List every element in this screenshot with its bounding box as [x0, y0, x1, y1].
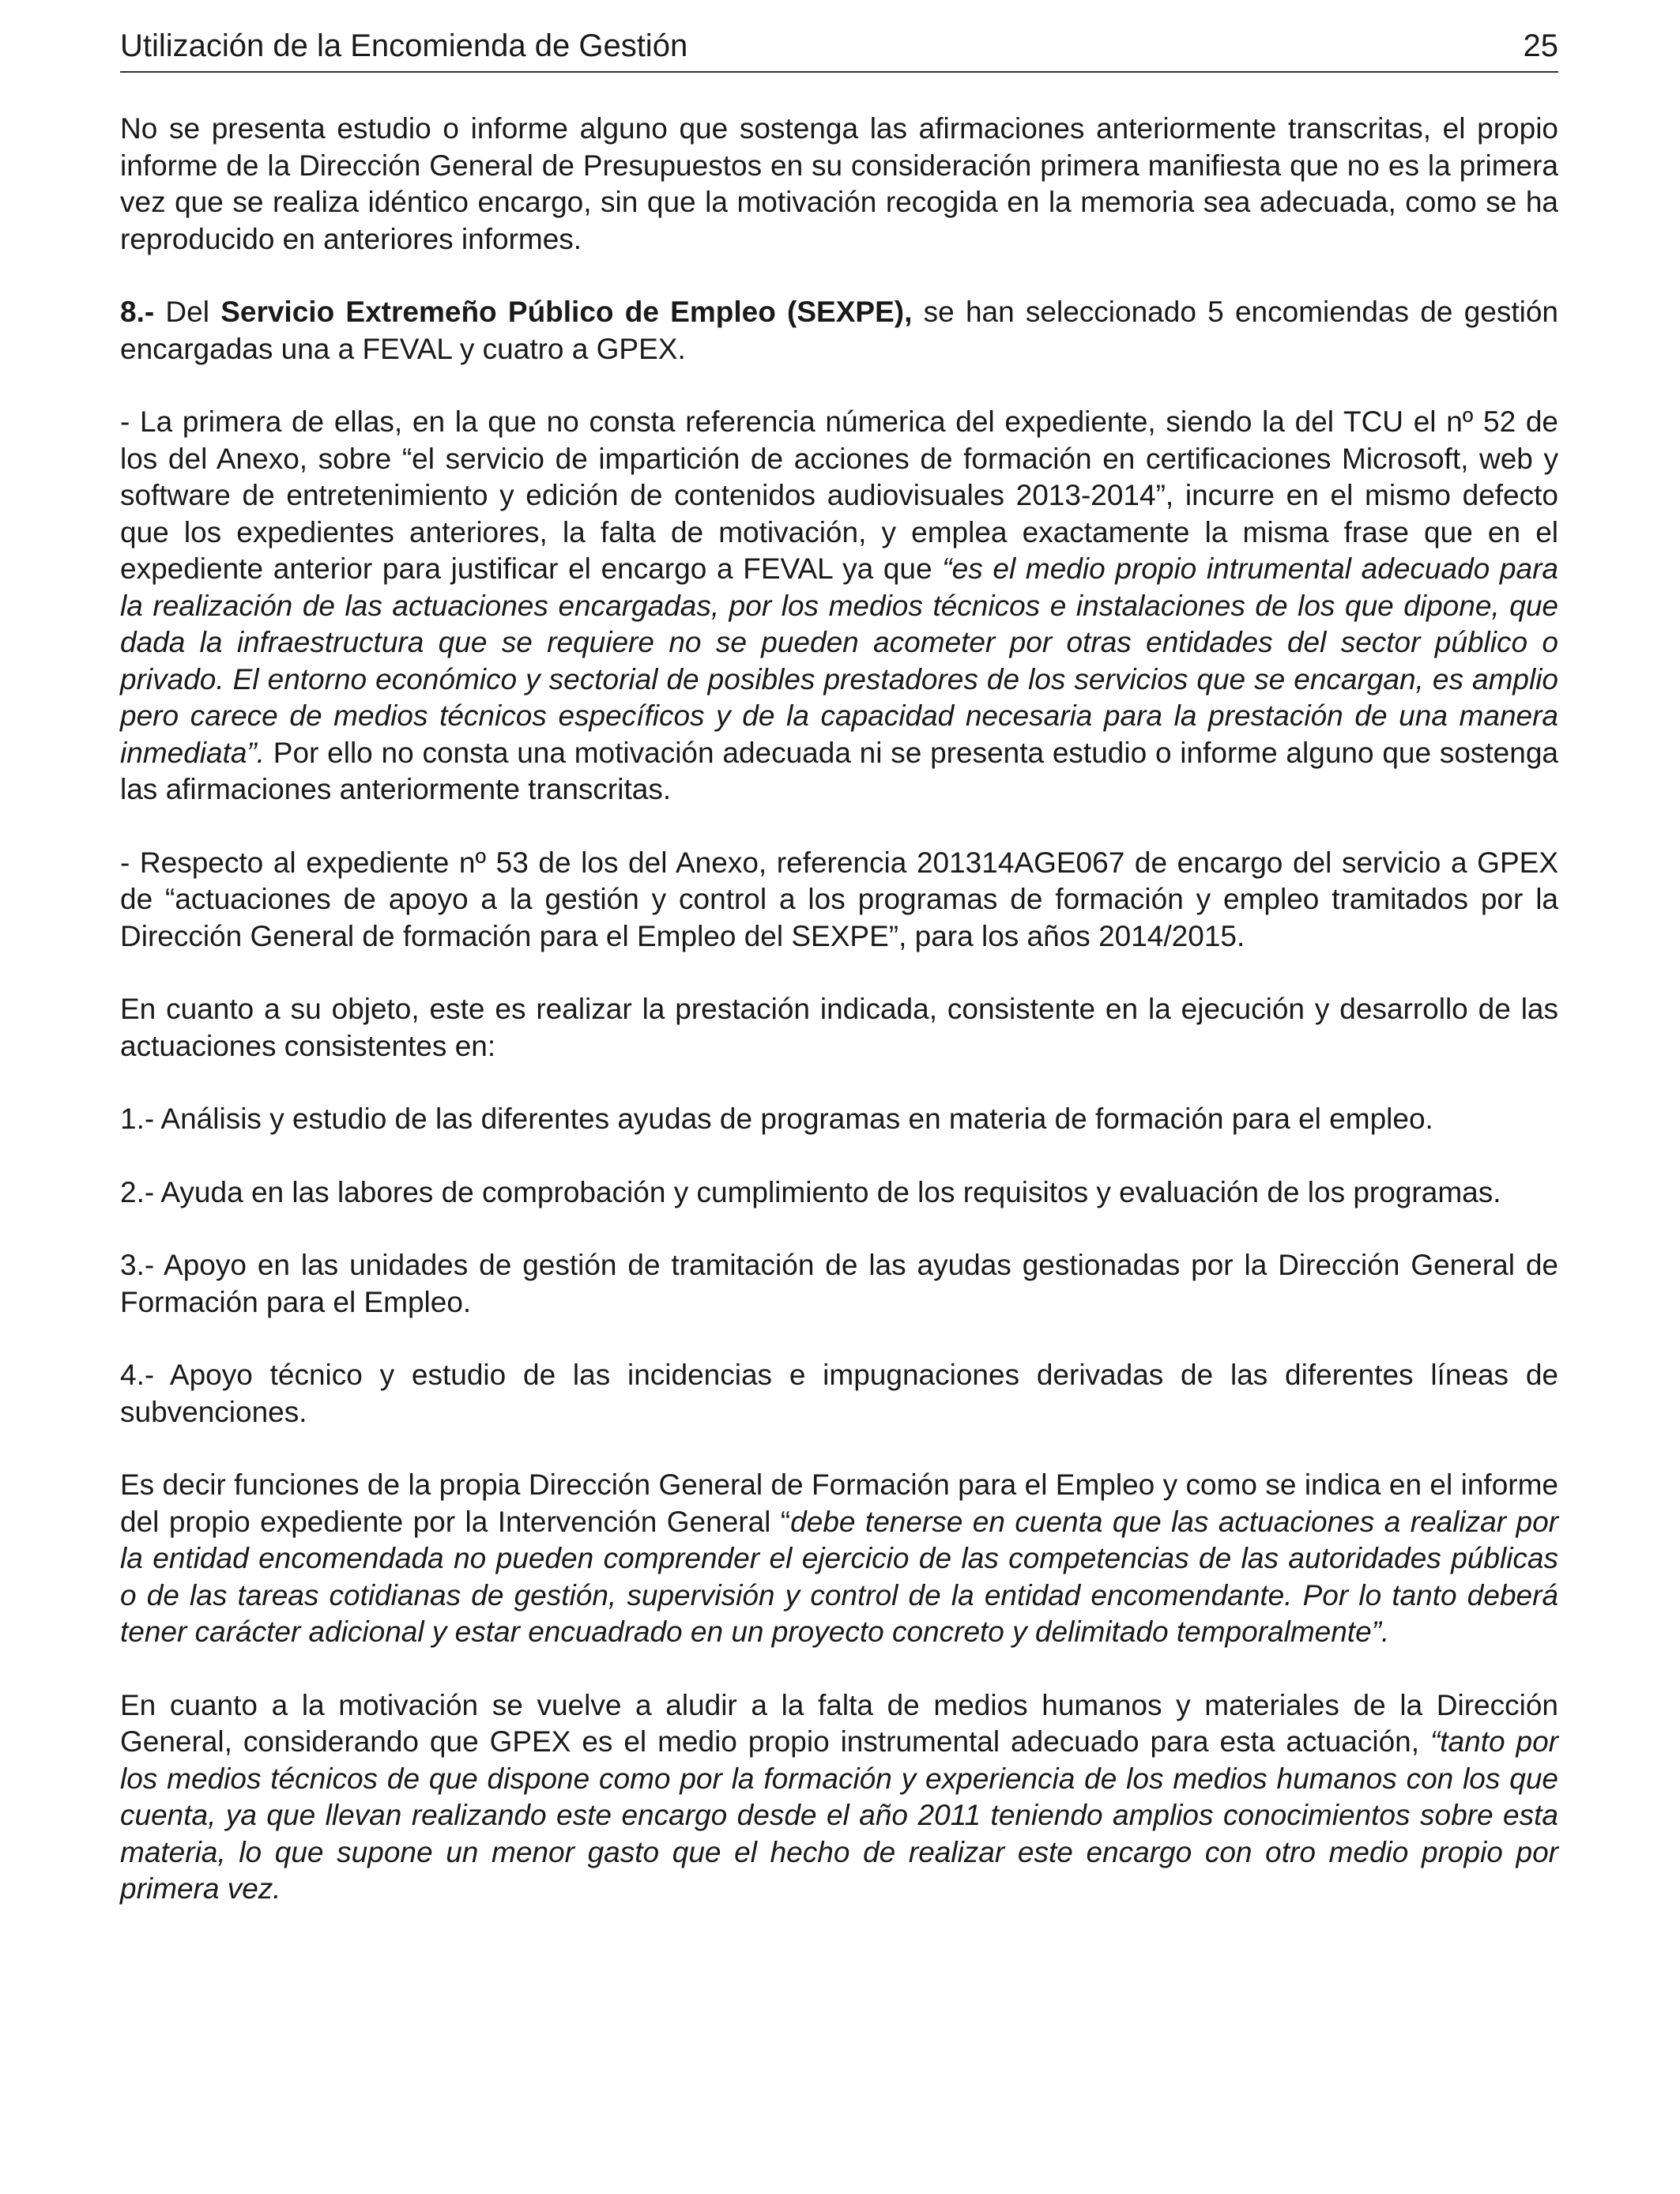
paragraph-6-text-a: Es decir funciones de la propia Dirección General de Formación para el Empleo y como se indica en el informe del propio expediente por la Intervención General “ — [120, 1468, 1558, 1538]
paragraph-3-text-a: - La primera de ellas, en la que no consta referencia númerica del expediente, siendo la del TCU el nº 52 de los del Anexo, sobre “el servicio de impartición de acciones de formación en certificaciones Microsoft, web y software de entretenimiento y edición de contenidos audiovisuales 2013-2014”, incurre en el mismo defecto que los expedientes anteriores, la falta de motivación, y emplea exactamente la misma frase que en el expediente anterior para justificar el encargo a FEVAL ya que — [120, 405, 1558, 585]
document-page — [120, 0, 1558, 1944]
list-item-3: 3.- Apoyo en las unidades de gestión de tramitación de las ayudas gestionadas por la Dirección General de Formación para el Empleo. — [120, 1249, 1558, 1318]
paragraph-4 — [120, 845, 1558, 956]
paragraph-3 — [120, 404, 1558, 809]
entity-name: Servicio Extremeño Público de Empleo (SEXPE), — [220, 296, 913, 328]
header-title: Utilización de la Encomienda de Gestión — [120, 28, 688, 63]
section-number: 8.- — [120, 296, 155, 328]
paragraph-3-text-b: Por ello no consta una motivación adecuada ni se presenta estudio o informe alguno que sostenga las afirmaciones anteriormente transcritas. — [120, 736, 1558, 805]
list-item-2: 2.- Ayuda en las labores de comprobación y cumplimiento de los requisitos y evaluación de los programas. — [120, 1175, 1501, 1208]
paragraph-1 — [120, 111, 1558, 258]
paragraph-3-quote: “es el medio propio intrumental adecuado para la realización de las actuaciones encargadas, por los medios técnicos e instalaciones de los que dipone, que dada la infraestructura que se requiere no se pueden acometer por otras entidades del sector público o privado. El entorno económico y sectorial de posibles prestadores de los servicios que se encargan, es amplio pero carece de medios técnicos específicos y de la capacidad necesaria para la prestación de una manera inmediata”. — [120, 552, 1558, 769]
paragraph-7-text-a: En cuanto a la motivación se vuelve a aludir a la falta de medios humanos y materiales de la Dirección General, considerando que GPEX es el medio propio instrumental adecuado para esta actuación, — [120, 1688, 1558, 1758]
paragraph-2 — [120, 294, 1558, 368]
paragraph-4-text: - Respecto al expediente nº 53 de los del Anexo, referencia 201314AGE067 de encargo del servicio a GPEX de “actuaciones de apoyo a la gestión y control a los programas de formación y empleo tramitados por la Dirección General de formación para el Empleo del SEXPE”, para los años 2014/2015. — [120, 846, 1558, 952]
list-item-4: 4.- Apoyo técnico y estudio de las incidencias e impugnaciones derivadas de las diferentes líneas de subvenciones. — [120, 1359, 1558, 1428]
paragraph-5 — [120, 991, 1558, 1065]
paragraph-5-text: En cuanto a su objeto, este es realizar la prestación indicada, consistente en la ejecución y desarrollo de las actuaciones consistentes en: — [120, 993, 1558, 1062]
paragraph-2-post: se han seleccionado 5 encomiendas de gestión encargadas una a FEVAL y cuatro a GPEX. — [120, 296, 1558, 365]
paragraph-7 — [120, 1687, 1558, 1908]
paragraph-6-quote: debe tenerse en cuenta que las actuaciones a realizar por la entidad encomendada no pueden comprender el ejercicio de las competencias de las autoridades públicas o de las tareas cotidianas de gestión, supervisión y control de la entidad encomendante. Por lo tanto deberá tener carácter adicional y estar encuadrado en un proyecto concreto y delimitado temporalmente”. — [120, 1505, 1558, 1648]
paragraph-2-pre: Del — [154, 296, 221, 328]
paragraph-1-text: No se presenta estudio o informe alguno que sostenga las afirmaciones anteriormente transcritas, el propio informe de la Dirección General de Presupuestos en su consideración primera manifiesta que no es la primera vez que se realiza idéntico encargo, sin que la motivación recogida en la memoria sea adecuada, como se ha reproducido en anteriores informes. — [120, 112, 1558, 255]
page-header — [120, 11, 1558, 73]
paragraph-6 — [120, 1467, 1558, 1651]
document-body — [120, 111, 1558, 1908]
list-item-1: 1.- Análisis y estudio de las diferentes ayudas de programas en materia de formación para el empleo. — [120, 1103, 1433, 1135]
page-number: 25 — [1523, 28, 1558, 63]
paragraph-7-quote: “tanto por los medios técnicos de que dispone como por la formación y experiencia de los medios humanos con los que cuenta, ya que llevan realizando este encargo desde el año 2011 teniendo amplios conocimientos sobre esta materia, lo que supone un menor gasto que el hecho de realizar este encargo con otro medio propio por primera vez. — [120, 1725, 1558, 1905]
